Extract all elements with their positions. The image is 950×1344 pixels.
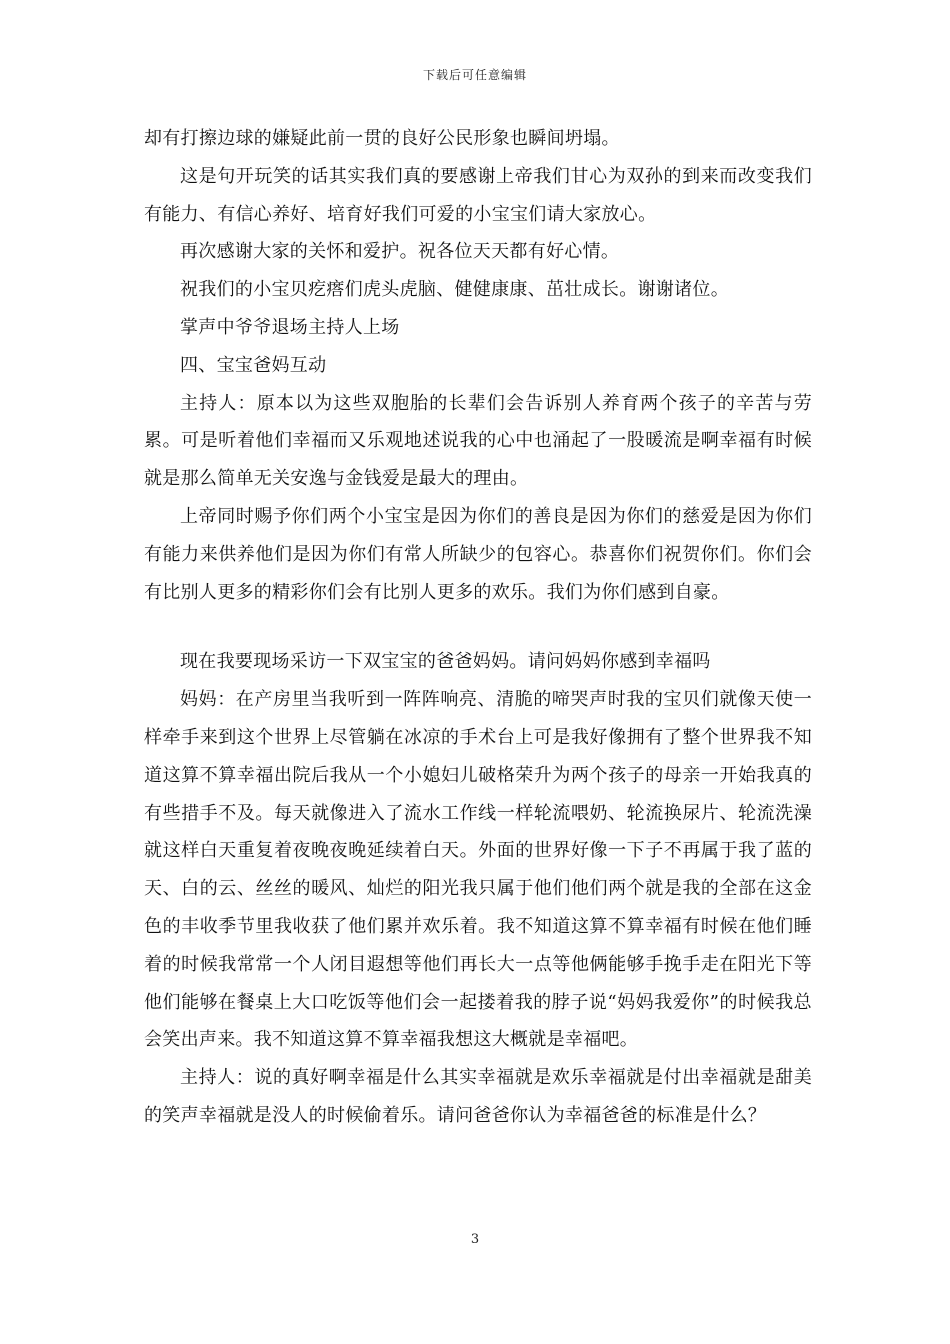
- section-heading: 四、宝宝爸妈互动: [180, 354, 327, 376]
- paragraph-gap: [144, 611, 812, 643]
- paragraph: 上帝同时赐予你们两个小宝宝是因为你们的善良是因为你们的慈爱是因为你们有能力来供养他们是因为你们有常人所缺少的包容心。恭喜你们祝贺你们。你们会有比别人更多的精彩你们会有比别人更多的欢乐。我们为你们感到自豪。: [144, 505, 812, 603]
- paragraph: 祝我们的小宝贝疙瘩们虎头虎脑、健健康康、茁壮成长。谢谢诸位。: [180, 279, 729, 301]
- paragraph: 掌声中爷爷退场主持人上场: [180, 316, 400, 338]
- paragraph: 再次感谢大家的关怀和爱护。祝各位天天都有好心情。: [180, 241, 620, 263]
- paragraph: 妈妈：在产房里当我听到一阵阵响亮、清脆的啼哭声时我的宝贝们就像天使一样牵手来到这个世界上尽管躺在冰凉的手术台上可是我好像拥有了整个世界我不知道这算不算幸福出院后我从一个小媳妇儿破格荣升为两个孩子的母亲一开始我真的有些措手不及。每天就像进入了流水工作线一样轮流喂奶、轮流换尿片、轮流洗澡就这样白天重复着夜晚夜晚延续着白天。外面的世界好像一下子不再属于我了蓝的天、白的云、丝丝的暖风、灿烂的阳光我只属于他们他们两个就是我的全部在这金色的丰收季节里我收获了他们累并欢乐着。我不知道这算不算幸福有时候在他们睡着的时候我常常一个人闭目遐想等他们再长大一点等他俩能够手挽手走在阳光下等他们能够在餐桌上大口吃饭等他们会一起搂着我的脖子说“妈妈我爱你”的时候我总会笑出声来。我不知道这算不算幸福我想这大概就是幸福吧。: [144, 689, 812, 1051]
- paragraph: 却有打擦边球的嫌疑此前一贯的良好公民形象也瞬间坍塌。: [144, 128, 620, 149]
- paragraph: 主持人：说的真好啊幸福是什么其实幸福就是欢乐幸福就是付出幸福就是甜美的笑声幸福就是没人的时候偷着乐。请问爸爸你认为幸福爸爸的标准是什么？: [144, 1067, 812, 1126]
- document-body: [144, 120, 812, 1135]
- page-number: 3: [470, 1232, 480, 1247]
- page-header: 下载后可任意编辑: [422, 68, 527, 82]
- paragraph: 这是句开玩笑的话其实我们真的要感谢上帝我们甘心为双孙的到来而改变我们有能力、有信心养好、培育好我们可爱的小宝宝们请大家放心。: [144, 165, 812, 225]
- paragraph: 现在我要现场采访一下双宝宝的爸爸妈妈。请问妈妈你感到幸福吗: [180, 651, 711, 673]
- paragraph: 主持人：原本以为这些双胞胎的长辈们会告诉别人养育两个孩子的辛苦与劳累。可是听着他们幸福而又乐观地述说我的心中也涌起了一股暖流是啊幸福有时候就是那么简单无关安逸与金钱爱是最大的理由。: [144, 392, 812, 490]
